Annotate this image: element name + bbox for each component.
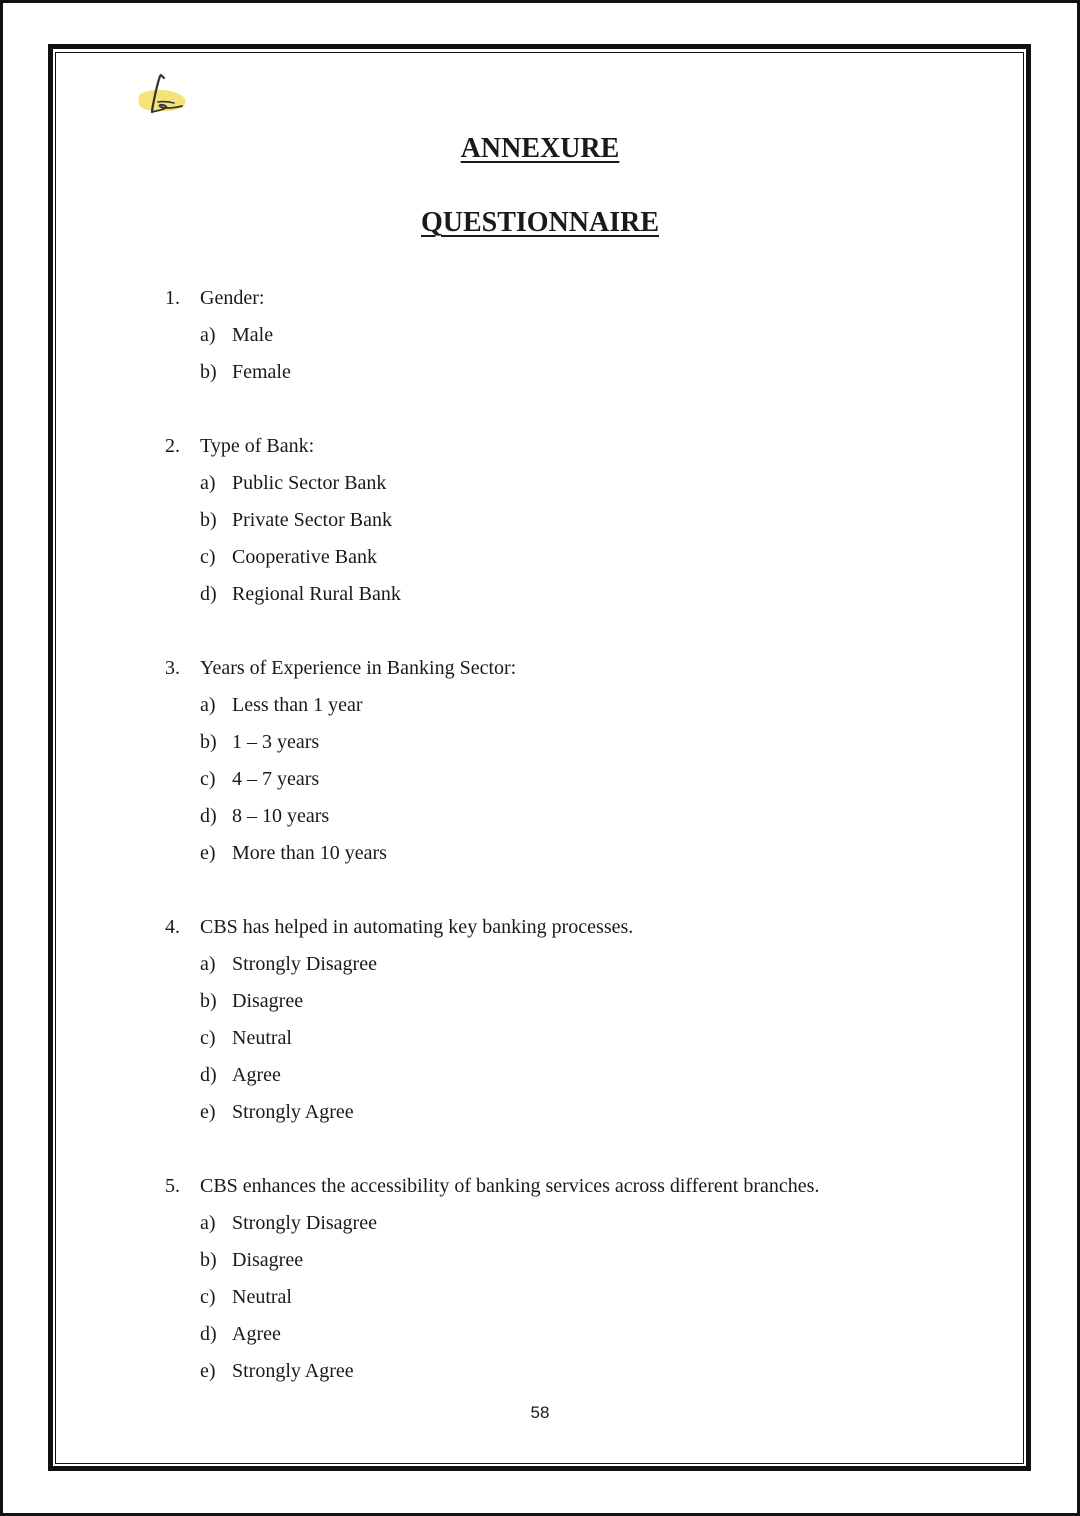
- option-text: Regional Rural Bank: [232, 583, 401, 605]
- option-letter: b): [200, 990, 217, 1012]
- option-item: [165, 1057, 985, 1094]
- option-text: Strongly Disagree: [232, 1212, 377, 1234]
- option-item: [165, 1353, 985, 1390]
- option-item: [165, 1094, 985, 1131]
- question-cbs-accessibility: [165, 1168, 985, 1390]
- pen-writing-icon: [134, 72, 190, 122]
- option-item: [165, 1205, 985, 1242]
- option-letter: a): [200, 1212, 216, 1234]
- option-text: Agree: [232, 1323, 281, 1345]
- option-text: Cooperative Bank: [232, 546, 377, 568]
- option-letter: d): [200, 583, 217, 605]
- question-text: Type of Bank:: [200, 435, 315, 457]
- question-gender: [165, 280, 985, 391]
- question-number: 2.: [165, 435, 180, 457]
- option-item: [165, 798, 985, 835]
- question-text: Gender:: [200, 287, 265, 309]
- option-item: [165, 1279, 985, 1316]
- option-letter: d): [200, 1064, 217, 1086]
- question-experience: [165, 650, 985, 872]
- option-text: Public Sector Bank: [232, 472, 387, 494]
- option-letter: e): [200, 1101, 216, 1123]
- question-text: Years of Experience in Banking Sector:: [200, 657, 517, 679]
- option-item: [165, 539, 985, 576]
- option-item: [165, 1316, 985, 1353]
- question-list: [165, 280, 985, 1390]
- option-letter: c): [200, 768, 216, 790]
- option-text: More than 10 years: [232, 842, 387, 864]
- question-cbs-automation: [165, 909, 985, 1131]
- option-letter: b): [200, 361, 217, 383]
- option-letter: a): [200, 324, 216, 346]
- option-item: [165, 724, 985, 761]
- option-text: Agree: [232, 1064, 281, 1086]
- option-text: Strongly Agree: [232, 1101, 354, 1123]
- option-text: Less than 1 year: [232, 694, 363, 716]
- option-letter: a): [200, 694, 216, 716]
- question-number: 3.: [165, 657, 180, 679]
- option-letter: c): [200, 1027, 216, 1049]
- option-letter: d): [200, 1323, 217, 1345]
- option-item: [165, 465, 985, 502]
- option-text: Male: [232, 324, 274, 346]
- option-text: Neutral: [232, 1286, 292, 1308]
- option-item: [165, 983, 985, 1020]
- question-number: 1.: [165, 287, 180, 309]
- option-item: [165, 761, 985, 798]
- option-text: Private Sector Bank: [232, 509, 392, 531]
- page-number: 58: [530, 1403, 550, 1422]
- option-text: 1 – 3 years: [232, 731, 320, 753]
- option-item: [165, 502, 985, 539]
- option-letter: a): [200, 953, 216, 975]
- annexure-heading: ANNEXURE: [460, 133, 620, 164]
- option-letter: b): [200, 509, 217, 531]
- option-text: Disagree: [232, 1249, 304, 1271]
- option-text: Female: [232, 361, 291, 383]
- option-letter: b): [200, 1249, 217, 1271]
- question-bank-type: [165, 428, 985, 613]
- option-letter: a): [200, 472, 216, 494]
- option-text: Strongly Agree: [232, 1360, 354, 1382]
- option-letter: c): [200, 1286, 216, 1308]
- option-item: [165, 835, 985, 872]
- question-number: 5.: [165, 1175, 180, 1197]
- option-letter: c): [200, 546, 216, 568]
- option-letter: e): [200, 842, 216, 864]
- option-item: [165, 576, 985, 613]
- question-number: 4.: [165, 916, 180, 938]
- option-item: [165, 946, 985, 983]
- option-item: [165, 317, 985, 354]
- option-item: [165, 687, 985, 724]
- option-letter: d): [200, 805, 217, 827]
- option-text: Disagree: [232, 990, 304, 1012]
- option-text: 4 – 7 years: [232, 768, 320, 790]
- question-text: CBS has helped in automating key banking processes.: [200, 916, 634, 938]
- option-item: [165, 1242, 985, 1279]
- option-text: Strongly Disagree: [232, 953, 377, 975]
- option-text: 8 – 10 years: [232, 805, 330, 827]
- option-letter: e): [200, 1360, 216, 1382]
- option-item: [165, 354, 985, 391]
- questionnaire-heading: QUESTIONNAIRE: [420, 207, 660, 238]
- option-letter: b): [200, 731, 217, 753]
- option-text: Neutral: [232, 1027, 292, 1049]
- option-item: [165, 1020, 985, 1057]
- question-text: CBS enhances the accessibility of banking services across different branches.: [200, 1175, 820, 1197]
